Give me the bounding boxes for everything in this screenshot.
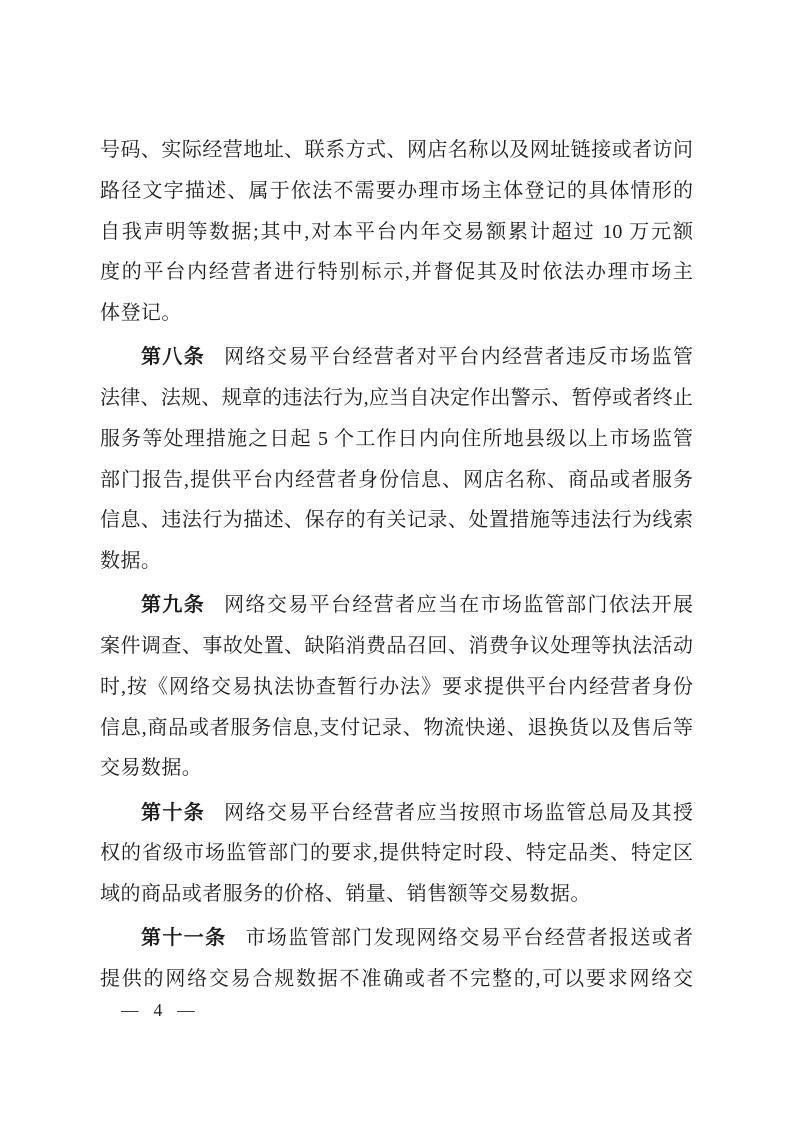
text-line: 号码、实际经营地址、联系方式、网店名称以及网址链接或者访问 <box>100 139 693 161</box>
text-line: 交易数据。 <box>100 757 203 780</box>
text-line: 权的省级市场监管部门的要求,提供特定时段、特定品类、特定区 <box>100 842 693 865</box>
text-line: 信息、违法行为描述、保存的有关记录、处置措施等违法行为线索 <box>100 509 693 532</box>
article-number: 第十条 <box>141 801 206 824</box>
text-line: 提供的网络交易合规数据不准确或者不完整的,可以要求网络交 <box>100 968 693 990</box>
text-line <box>100 793 693 834</box>
text-line: 服务等处理措施之日起 5 个工作日内向住所地县级以上市场监管 <box>100 427 693 450</box>
footer-dash-right: — <box>177 1000 195 1020</box>
text-line: 域的商品或者服务的价格、销量、销售额等交易数据。 <box>100 883 591 905</box>
text-line: 部门报告,提供平台内经营者身份信息、网店名称、商品或者服务 <box>100 468 693 491</box>
article-number: 第八条 <box>141 346 206 369</box>
text-line: 度的平台内经营者进行特别标示,并督促其及时依法办理市场主 <box>100 261 693 284</box>
text-line: 时,按《网络交易执法协查暂行办法》要求提供平台内经营者身份 <box>100 675 693 698</box>
text-line: 自我声明等数据;其中,对本平台内年交易额累计超过 10 万元额 <box>100 220 693 243</box>
text-line <box>100 337 693 378</box>
document-body <box>100 130 693 1000</box>
text-line: 数据。 <box>100 550 162 572</box>
article-text: 市场监管部门发现网络交易平台经营者报送或者 <box>245 927 693 950</box>
text-line: 体登记。 <box>100 302 182 324</box>
footer-dash-left: — <box>121 1000 139 1020</box>
article-number: 第九条 <box>141 594 206 617</box>
article-text: 网络交易平台经营者应当在市场监管部门依法开展 <box>224 594 693 617</box>
article-number: 第十一条 <box>141 927 227 950</box>
text-line <box>100 585 693 626</box>
text-line: 信息,商品或者服务信息,支付记录、物流快递、退换货以及售后等 <box>100 716 693 739</box>
article-text: 网络交易平台经营者对平台内经营者违反市场监管 <box>224 346 693 369</box>
text-line <box>100 918 693 959</box>
text-line: 法律、法规、规章的违法行为,应当自决定作出警示、暂停或者终止 <box>100 387 693 409</box>
page-footer <box>121 999 195 1021</box>
page-number: 4 <box>153 1000 163 1020</box>
text-line: 路径文字描述、属于依法不需要办理市场主体登记的具体情形的 <box>100 179 693 202</box>
article-text: 网络交易平台经营者应当按照市场监管总局及其授 <box>224 801 693 824</box>
text-line: 案件调查、事故处置、缺陷消费品召回、消费争议处理等执法活动 <box>100 635 693 657</box>
